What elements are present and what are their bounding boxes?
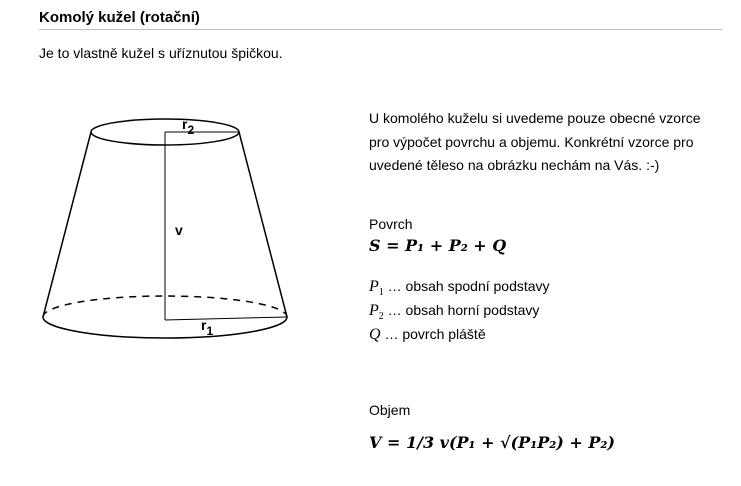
section-heading: Komolý kužel (rotační) (39, 9, 200, 26)
definition-item: $P_1$ … obsah spodní podstavy (369, 278, 550, 299)
surface-formula: S = P₁ + P₂ + Q (369, 236, 507, 255)
top-radius-label: r2 (182, 116, 195, 137)
bottom-base-front (43, 317, 287, 338)
frustum-figure (35, 105, 300, 350)
heading-underline (39, 29, 722, 30)
bottom-radius-label: r1 (201, 317, 214, 338)
definition-item: Q … povrch pláště (369, 326, 486, 343)
surface-title: Povrch (369, 216, 413, 232)
volume-title: Objem (369, 402, 411, 418)
intro-text: Je to vlastně kužel s uříznutou špičkou. (39, 45, 283, 61)
description-text: U komolého kuželu si uvedeme pouze obecné vzorce pro výpočet povrchu a objemu. Konkrétní vzorce pro uvedené těleso na obrázku nechám na Vás. :-) (369, 110, 701, 173)
height-label: v (175, 222, 183, 238)
definition-item: $P_2$ … obsah horní podstavy (369, 302, 540, 323)
left-slant-edge (43, 132, 91, 317)
right-slant-edge (239, 132, 287, 317)
volume-formula: V = 1/3 v(P₁ + √(P₁P₂) + P₂) (369, 433, 615, 452)
bottom-radius-line (165, 317, 287, 320)
